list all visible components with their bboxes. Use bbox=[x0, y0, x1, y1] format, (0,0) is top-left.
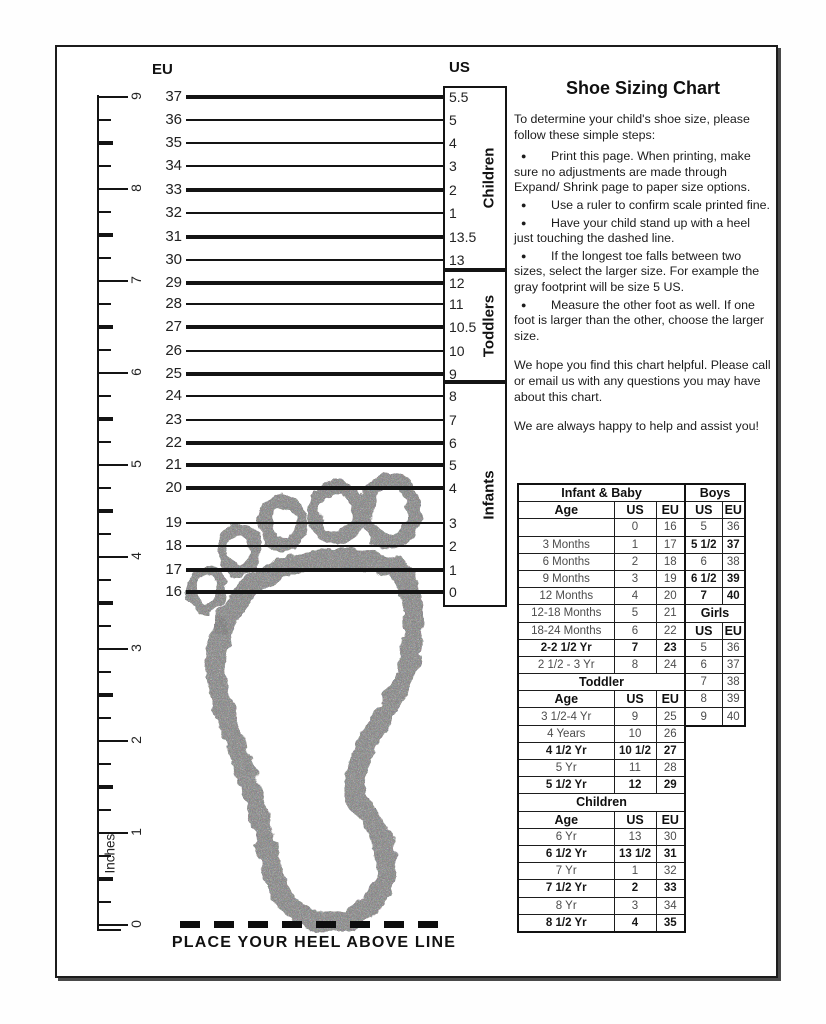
eu-size-label: 28 bbox=[165, 295, 182, 312]
size-line-eu-37 bbox=[186, 95, 443, 98]
table-cell: 2 bbox=[614, 880, 656, 897]
column-header: EU bbox=[722, 622, 745, 639]
size-line-eu-25 bbox=[186, 372, 443, 375]
ruler-tick bbox=[98, 464, 128, 467]
gray-footprint-image bbox=[165, 455, 485, 945]
inch-number: 9 bbox=[128, 92, 144, 100]
ruler-tick bbox=[98, 601, 113, 605]
section-header: Girls bbox=[685, 605, 745, 622]
ruler-tick bbox=[98, 417, 113, 421]
table-cell: 37 bbox=[722, 536, 745, 553]
eu-size-label: 20 bbox=[165, 479, 182, 496]
us-size-label: 5 bbox=[449, 112, 457, 128]
table-row bbox=[685, 691, 745, 708]
column-header: US bbox=[614, 502, 656, 519]
table-cell: 18 bbox=[656, 553, 685, 570]
table-cell: 5 bbox=[685, 639, 722, 656]
table-cell: 13 1/2 bbox=[614, 845, 656, 862]
page-title: Shoe Sizing Chart bbox=[565, 78, 720, 98]
eu-size-label: 19 bbox=[165, 514, 182, 531]
ruler-tick bbox=[98, 763, 111, 765]
table-row bbox=[518, 639, 685, 656]
table-cell: 5 1/2 Yr bbox=[518, 777, 614, 794]
size-line-eu-26 bbox=[186, 350, 443, 351]
table-cell: 4 bbox=[614, 914, 656, 932]
step-item: ● Use a ruler to confirm scale printed fine. bbox=[514, 198, 772, 214]
table-cell: 7 bbox=[614, 639, 656, 656]
eu-size-label: 33 bbox=[165, 181, 182, 198]
table-cell: 2-2 1/2 Yr bbox=[518, 639, 614, 656]
eu-size-label: 34 bbox=[165, 157, 182, 174]
ruler-tick bbox=[98, 785, 113, 789]
eu-size-label: 21 bbox=[165, 456, 182, 473]
table-row bbox=[685, 519, 745, 536]
table-cell: 7 Yr bbox=[518, 863, 614, 880]
table-row bbox=[685, 553, 745, 570]
table-cell: 3 Months bbox=[518, 536, 614, 553]
eu-size-label: 16 bbox=[165, 583, 182, 600]
table-cell: 4 1/2 Yr bbox=[518, 742, 614, 759]
group-label: Toddlers bbox=[480, 294, 498, 358]
table-cell: 29 bbox=[656, 777, 685, 794]
us-size-label: 5.5 bbox=[449, 89, 469, 105]
us-size-label: 10 bbox=[449, 343, 465, 359]
table-cell: 32 bbox=[656, 863, 685, 880]
table-cell: 18-24 Months bbox=[518, 622, 614, 639]
table-cell: 5 bbox=[614, 605, 656, 622]
table-cell: 12 Months bbox=[518, 588, 614, 605]
inch-number: 1 bbox=[128, 828, 144, 836]
us-size-label: 7 bbox=[449, 412, 457, 428]
table-cell: 36 bbox=[722, 639, 745, 656]
table-cell: 36 bbox=[722, 519, 745, 536]
section-header: Toddler bbox=[518, 674, 685, 691]
column-header: US bbox=[685, 502, 722, 519]
ruler-tick bbox=[98, 809, 111, 811]
table-cell: 10 1/2 bbox=[614, 742, 656, 759]
size-line-eu-20 bbox=[186, 486, 443, 489]
us-size-label: 2 bbox=[449, 538, 457, 554]
us-size-label: 12 bbox=[449, 275, 465, 291]
eu-size-label: 35 bbox=[165, 134, 182, 151]
table-colheader-row bbox=[518, 811, 685, 828]
table-row bbox=[518, 570, 685, 587]
size-line-eu-21 bbox=[186, 463, 443, 466]
table-cell: 2 1/2 - 3 Yr bbox=[518, 656, 614, 673]
us-size-label: 3 bbox=[449, 158, 457, 174]
ruler-tick bbox=[98, 509, 113, 513]
table-cell: 7 bbox=[685, 674, 722, 691]
us-size-label: 4 bbox=[449, 135, 457, 151]
ruler-tick bbox=[98, 280, 128, 283]
size-line-eu-34 bbox=[186, 165, 443, 166]
bullet-icon: ● bbox=[521, 250, 527, 261]
heel-instruction-text: PLACE YOUR HEEL ABOVE LINE bbox=[171, 934, 457, 951]
size-line-eu-19 bbox=[186, 522, 443, 523]
intro-text: To determine your child's shoe size, please follow these simple steps: bbox=[514, 112, 750, 142]
table-cell: 34 bbox=[656, 897, 685, 914]
table-cell: 10 bbox=[614, 725, 656, 742]
table-cell bbox=[518, 519, 614, 536]
inch-number: 4 bbox=[128, 552, 144, 560]
table-cell: 38 bbox=[722, 553, 745, 570]
column-header: US bbox=[614, 691, 656, 708]
table-cell: 21 bbox=[656, 605, 685, 622]
table-cell: 27 bbox=[656, 742, 685, 759]
step-item: ● Print this page. When printing, make sure no adjustments are made through Expand/ Shrink page to paper size options. bbox=[514, 149, 751, 195]
table-cell: 38 bbox=[722, 674, 745, 691]
boys-girls-table bbox=[684, 483, 746, 727]
table-cell: 31 bbox=[656, 845, 685, 862]
ruler-tick bbox=[98, 165, 111, 167]
table-row bbox=[518, 656, 685, 673]
us-size-label: 6 bbox=[449, 435, 457, 451]
table-row bbox=[518, 725, 685, 742]
step-item: ● Have your child stand up with a heel just touching the dashed line. bbox=[514, 215, 751, 246]
instructions-panel bbox=[514, 78, 772, 435]
eu-size-label: 31 bbox=[165, 228, 182, 245]
table-row bbox=[685, 570, 745, 587]
column-header: Age bbox=[518, 811, 614, 828]
inch-number: 0 bbox=[128, 920, 144, 928]
size-line-eu-36 bbox=[186, 119, 443, 121]
column-header: US bbox=[614, 811, 656, 828]
ruler-tick bbox=[98, 119, 111, 121]
table-cell: 5 Yr bbox=[518, 760, 614, 777]
table-cell: 20 bbox=[656, 588, 685, 605]
us-size-label: 8 bbox=[449, 388, 457, 404]
inch-number: 6 bbox=[128, 368, 144, 376]
us-column-header: US bbox=[449, 59, 470, 76]
table-cell: 12 bbox=[614, 777, 656, 794]
eu-size-label: 26 bbox=[165, 342, 182, 359]
table-cell: 6 bbox=[614, 622, 656, 639]
table-cell: 22 bbox=[656, 622, 685, 639]
us-size-label: 0 bbox=[449, 584, 457, 600]
table-cell: 5 bbox=[685, 519, 722, 536]
inch-number: 3 bbox=[128, 644, 144, 652]
table-cell: 3 bbox=[614, 570, 656, 587]
size-line-eu-28 bbox=[186, 303, 443, 305]
ruler-tick bbox=[98, 717, 111, 719]
table-cell: 4 Years bbox=[518, 725, 614, 742]
table-row bbox=[518, 605, 685, 622]
ruler-line bbox=[97, 95, 99, 931]
eu-size-label: 30 bbox=[165, 251, 182, 268]
table-colheader-row bbox=[518, 691, 685, 708]
size-line-eu-29 bbox=[186, 281, 443, 284]
eu-size-label: 37 bbox=[165, 88, 182, 105]
table-cell: 12-18 Months bbox=[518, 605, 614, 622]
table-cell: 24 bbox=[656, 656, 685, 673]
ruler-tick bbox=[98, 579, 111, 581]
ruler-tick bbox=[98, 349, 111, 351]
table-section-row bbox=[518, 794, 685, 811]
table-cell: 39 bbox=[722, 691, 745, 708]
table-cell: 19 bbox=[656, 570, 685, 587]
size-line-eu-22 bbox=[186, 441, 443, 444]
table-row bbox=[518, 622, 685, 639]
eu-size-label: 27 bbox=[165, 318, 182, 335]
table-cell: 40 bbox=[722, 708, 745, 726]
size-line-eu-35 bbox=[186, 142, 443, 143]
table-row bbox=[518, 760, 685, 777]
table-row bbox=[518, 914, 685, 932]
ruler-tick bbox=[98, 556, 128, 559]
size-line-eu-17 bbox=[186, 568, 443, 571]
second-toe bbox=[314, 488, 358, 538]
table-row bbox=[518, 553, 685, 570]
us-size-label: 2 bbox=[449, 182, 457, 198]
table-cell: 6 1/2 Yr bbox=[518, 845, 614, 862]
us-size-label: 13.5 bbox=[449, 229, 477, 245]
ruler-tick bbox=[98, 141, 113, 145]
ruler-tick bbox=[98, 832, 128, 835]
table-colheader-row bbox=[518, 502, 685, 519]
inch-number: 2 bbox=[128, 736, 144, 744]
table-section-row bbox=[518, 484, 685, 502]
table-cell: 8 bbox=[614, 656, 656, 673]
size-line-eu-33 bbox=[186, 188, 443, 191]
table-cell: 11 bbox=[614, 760, 656, 777]
table-cell: 1 bbox=[614, 536, 656, 553]
ruler-tick bbox=[98, 901, 111, 903]
table-cell: 6 Yr bbox=[518, 828, 614, 845]
eu-size-label: 22 bbox=[165, 434, 182, 451]
table-row bbox=[518, 588, 685, 605]
table-row bbox=[518, 880, 685, 897]
group-label: Children bbox=[480, 147, 498, 209]
table-cell: 0 bbox=[614, 519, 656, 536]
size-line-eu-16 bbox=[186, 590, 443, 593]
eu-size-label: 29 bbox=[165, 274, 182, 291]
us-size-label: 4 bbox=[449, 480, 457, 496]
table-cell: 17 bbox=[656, 536, 685, 553]
size-line-eu-24 bbox=[186, 395, 443, 397]
inch-number: 5 bbox=[128, 460, 144, 468]
step-item: ● Measure the other foot as well. If one foot is larger than the other, choose the larger size. bbox=[514, 297, 765, 343]
column-header: Age bbox=[518, 502, 614, 519]
table-cell: 5 1/2 bbox=[685, 536, 722, 553]
bullet-icon: ● bbox=[521, 299, 527, 310]
bullet-icon: ● bbox=[521, 151, 527, 162]
table-row bbox=[518, 777, 685, 794]
heel-dashed-line bbox=[180, 921, 448, 928]
size-line-eu-27 bbox=[186, 325, 443, 328]
section-header: Children bbox=[518, 794, 685, 811]
table-row bbox=[685, 588, 745, 605]
ruler-tick bbox=[98, 533, 111, 535]
table-cell: 3 1/2-4 Yr bbox=[518, 708, 614, 725]
group-label: Infants bbox=[480, 469, 498, 520]
table-cell: 4 bbox=[614, 588, 656, 605]
table-cell: 9 Months bbox=[518, 570, 614, 587]
ruler-tick bbox=[98, 211, 111, 213]
table-cell: 13 bbox=[614, 828, 656, 845]
ruler-tick bbox=[98, 325, 113, 329]
bullet-icon: ● bbox=[521, 217, 527, 228]
table-cell: 7 1/2 Yr bbox=[518, 880, 614, 897]
ruler-tick bbox=[98, 188, 128, 191]
size-line-eu-31 bbox=[186, 235, 443, 238]
table-cell: 23 bbox=[656, 639, 685, 656]
table-cell: 25 bbox=[656, 708, 685, 725]
ruler-tick bbox=[98, 877, 113, 881]
us-size-label: 11 bbox=[449, 296, 464, 312]
ruler-tick bbox=[98, 96, 128, 99]
table-row bbox=[685, 656, 745, 673]
column-header: EU bbox=[722, 502, 745, 519]
size-line-eu-18 bbox=[186, 545, 443, 547]
table-row bbox=[518, 536, 685, 553]
size-line-eu-23 bbox=[186, 419, 443, 421]
us-size-label: 10.5 bbox=[449, 319, 477, 335]
bullet-icon: ● bbox=[521, 199, 527, 210]
table-cell: 30 bbox=[656, 828, 685, 845]
column-header: EU bbox=[656, 811, 685, 828]
table-cell: 9 bbox=[685, 708, 722, 726]
us-size-label: 5 bbox=[449, 457, 457, 473]
table-section-row bbox=[685, 605, 745, 622]
table-row bbox=[518, 708, 685, 725]
steps-list bbox=[514, 149, 772, 344]
column-header: EU bbox=[656, 502, 685, 519]
table-cell: 33 bbox=[656, 880, 685, 897]
size-line-eu-30 bbox=[186, 259, 443, 260]
column-header: Age bbox=[518, 691, 614, 708]
table-cell: 6 bbox=[685, 656, 722, 673]
ruler-tick bbox=[98, 395, 111, 397]
ruler-tick bbox=[98, 233, 113, 237]
inches-label bbox=[103, 858, 118, 874]
ruler-tick bbox=[98, 257, 111, 259]
table-row bbox=[518, 897, 685, 914]
table-row bbox=[518, 863, 685, 880]
section-header: Infant & Baby bbox=[518, 484, 685, 502]
inch-number: 7 bbox=[128, 276, 144, 284]
table-cell: 28 bbox=[656, 760, 685, 777]
us-size-label: 3 bbox=[449, 515, 457, 531]
table-cell: 3 bbox=[614, 897, 656, 914]
table-cell: 7 bbox=[685, 588, 722, 605]
table-cell: 26 bbox=[656, 725, 685, 742]
column-header: EU bbox=[656, 691, 685, 708]
ruler-tick bbox=[98, 372, 128, 375]
us-size-label: 9 bbox=[449, 366, 457, 382]
table-cell: 8 1/2 Yr bbox=[518, 914, 614, 932]
eu-column-header: EU bbox=[152, 61, 173, 78]
outro-text-1: We hope you find this chart helpful. Please call or email us with any questions you may have about this chart. bbox=[514, 358, 771, 404]
ruler-tick bbox=[98, 671, 111, 673]
table-cell: 40 bbox=[722, 588, 745, 605]
ruler-tick bbox=[98, 441, 111, 443]
age-size-table bbox=[517, 483, 686, 933]
ruler-tick bbox=[98, 487, 111, 489]
fourth-toe bbox=[222, 529, 256, 571]
outro-text-2: We are always happy to help and assist you! bbox=[514, 419, 759, 434]
ruler-tick bbox=[98, 648, 128, 651]
inch-number: 8 bbox=[128, 184, 144, 192]
us-size-label: 1 bbox=[449, 205, 457, 221]
ruler-tick bbox=[98, 625, 111, 627]
eu-size-label: 23 bbox=[165, 411, 182, 428]
table-cell: 6 bbox=[685, 553, 722, 570]
table-cell: 8 Yr bbox=[518, 897, 614, 914]
table-row bbox=[685, 674, 745, 691]
eu-size-label: 18 bbox=[165, 537, 182, 554]
eu-size-label: 32 bbox=[165, 204, 182, 221]
ruler-tick bbox=[98, 303, 111, 305]
eu-size-label: 17 bbox=[165, 561, 182, 578]
table-cell: 6 Months bbox=[518, 553, 614, 570]
ruler-tick bbox=[98, 693, 113, 697]
table-section-row bbox=[518, 674, 685, 691]
eu-size-label: 25 bbox=[165, 365, 182, 382]
us-size-label: 1 bbox=[449, 562, 457, 578]
us-size-label: 13 bbox=[449, 252, 465, 268]
table-cell: 16 bbox=[656, 519, 685, 536]
table-colheader-row bbox=[685, 622, 745, 639]
ruler-tick bbox=[98, 924, 128, 927]
table-row bbox=[518, 519, 685, 536]
size-line-eu-32 bbox=[186, 212, 443, 213]
table-row bbox=[685, 639, 745, 656]
table-row bbox=[518, 742, 685, 759]
table-cell: 2 bbox=[614, 553, 656, 570]
section-header: Boys bbox=[685, 484, 745, 502]
table-row bbox=[685, 536, 745, 553]
table-row bbox=[685, 708, 745, 726]
smudge bbox=[212, 617, 228, 633]
table-cell: 39 bbox=[722, 570, 745, 587]
table-cell: 6 1/2 bbox=[685, 570, 722, 587]
table-cell: 8 bbox=[685, 691, 722, 708]
ruler-bottom-cap bbox=[97, 929, 121, 931]
column-header: US bbox=[685, 622, 722, 639]
step-item: ● If the longest toe falls between two sizes, select the larger size. For example the gray footprint will be size 5 US. bbox=[514, 248, 760, 294]
table-cell: 35 bbox=[656, 914, 685, 932]
table-row bbox=[518, 828, 685, 845]
ruler-tick bbox=[98, 855, 111, 857]
table-cell: 1 bbox=[614, 863, 656, 880]
ruler-tick bbox=[98, 740, 128, 743]
table-section-row bbox=[685, 484, 745, 502]
foot-outline bbox=[215, 558, 414, 922]
eu-size-label: 36 bbox=[165, 111, 182, 128]
table-colheader-row bbox=[685, 502, 745, 519]
table-cell: 37 bbox=[722, 656, 745, 673]
table-row bbox=[518, 845, 685, 862]
eu-size-label: 24 bbox=[165, 387, 182, 404]
table-cell: 9 bbox=[614, 708, 656, 725]
